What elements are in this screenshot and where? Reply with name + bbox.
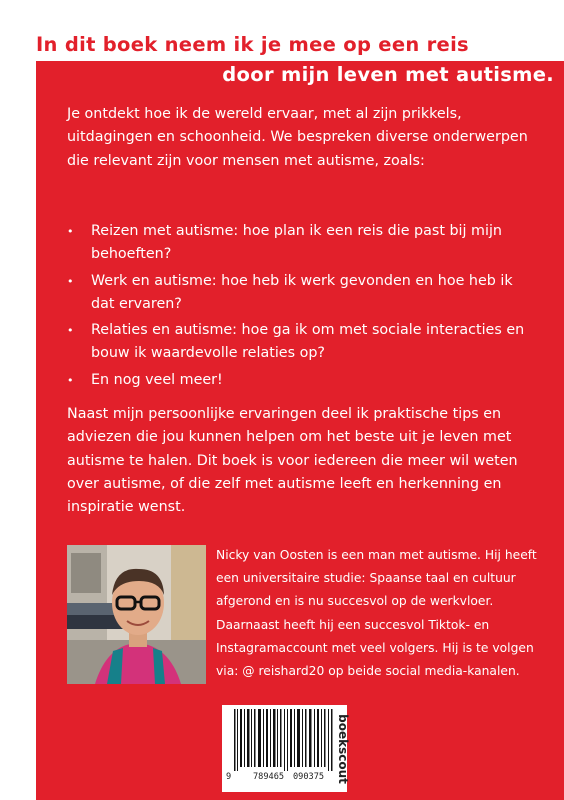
publisher-logo [334,707,352,791]
intro-paragraph: Je ontdekt hoe ik de wereld ervaar, met al zijn prikkels, uitdagingen en schoonheid. We bespreken diverse onderwerpen die relevant zijn voor mensen met autisme, zoals: [67,106,528,169]
topic-list [67,220,537,395]
isbn-group-1: 789465 [253,772,285,782]
list-item: • Werk en autisme: hoe heb ik werk gevonden en hoe heb ik dat ervaren? [67,270,537,317]
publisher-name: boekscout [336,714,350,784]
author-photo [67,545,206,684]
closing-paragraph: Naast mijn persoonlijke ervaringen deel ik praktische tips en adviezen die jou kunnen helpen om het beste uit je leven met autisme te halen. Dit boek is voor iedereen die meer wil weten over autisme, of die zelf met autisme leeft en herkenning en inspiratie wenst. [67,406,518,516]
list-item: • Relaties en autisme: hoe ga ik om met sociale interacties en bouw ik waardevolle relaties op? [67,319,537,366]
isbn-digit-lead: 9 [226,772,232,782]
author-bio: Nicky van Oosten is een man met autisme. Hij heeft een universitaire studie: Spaanse taal en cultuur afgerond en is nu succesvol op de werkvloer. Daarnaast heeft hij een succesvol Tiktok- en Instagramaccount met veel volgers. Hij is te volgen via: @ reishard20 op beide social media-kanalen. [216,548,537,679]
list-item: • Reizen met autisme: hoe plan ik een reis die past bij mijn behoeften? [67,220,537,267]
barcode-bars [222,705,347,773]
title-line-2: door mijn leven met autisme. [222,63,554,86]
isbn-group-2: 090375 [293,772,325,782]
title-line-1: In dit boek neem ik je mee op een reis [36,33,469,56]
list-item: • En nog veel meer! [67,369,537,392]
barcode [222,705,347,792]
